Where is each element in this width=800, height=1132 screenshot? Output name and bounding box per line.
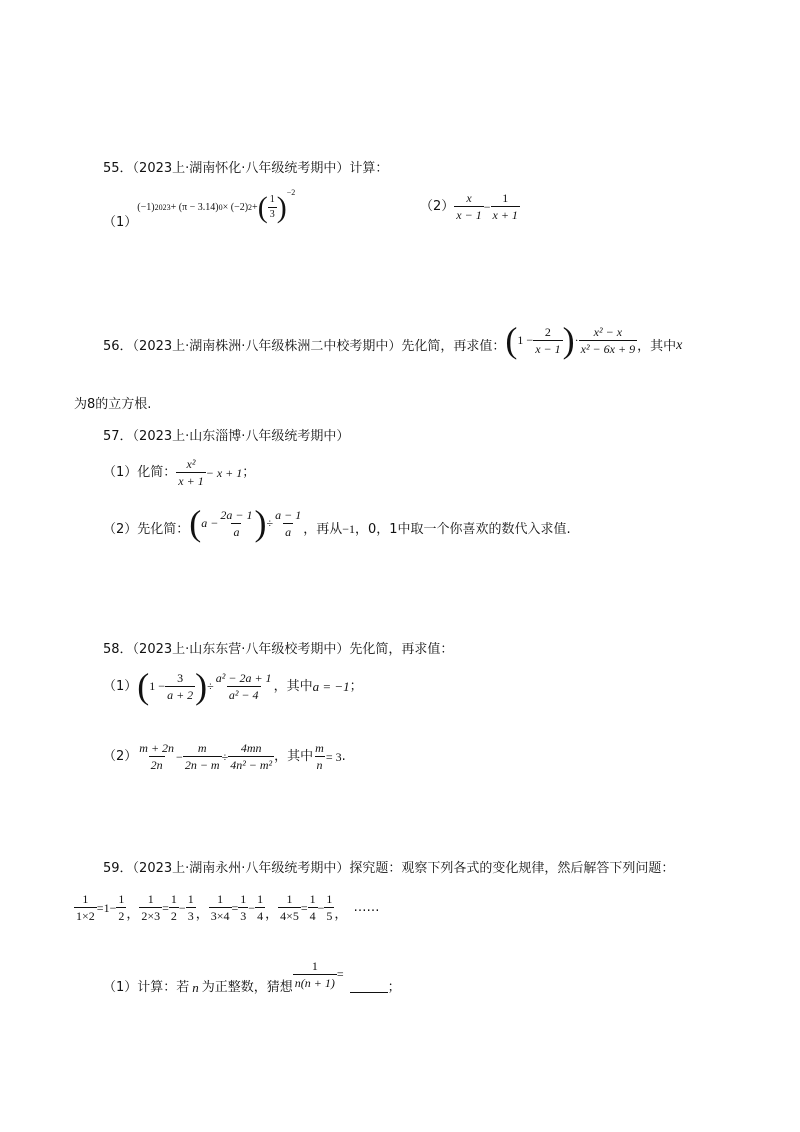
q55-p1-label: （1）: [103, 215, 138, 230]
q59-pattern-item: $\frac{1}{3\times 4}$ = $\frac{1}{3}$ − $\frac{1}{4}$: [210, 892, 264, 923]
q58-header: 58．（2023上·山东东营·八年级校考期中）先化简，再求值：: [103, 642, 454, 657]
q59-ellipsis: ……: [353, 900, 380, 915]
q57-p1-expression: x² x + 1 − x + 1: [178, 457, 243, 488]
q58-p1-expression: ( 1 − $\frac{3}{a + 2}$ ) ÷ $\frac{\text{a² − 2a + 1}}{\text{a² − 4}}$: [137, 666, 272, 706]
q57-p2-value: −1: [342, 522, 355, 536]
q58-p2-end: .: [341, 749, 346, 764]
q58-p1-end: ；: [349, 678, 363, 694]
q57-header: 57．（2023上·山东淄博·八年级统考期中）: [103, 429, 350, 444]
q57-p2-tail: ，再从: [303, 521, 343, 537]
q57-p1-label: （1）化简：: [103, 465, 177, 480]
q59-answer-blank[interactable]: [350, 980, 388, 993]
q58-p2-tail: ，其中: [274, 749, 314, 764]
q58-p1-label: （1）: [103, 678, 138, 694]
q56-line1: [103, 322, 682, 358]
q57-p2-tail-b: ，0，1中取一个你喜欢的数代入求值.: [355, 521, 571, 537]
q55-header: 55．（2023上·湖南怀化·八年级统考期中）计算：: [103, 161, 389, 176]
q59-pattern-item: $\frac{1}{4\times 5}$ = $\frac{1}{4}$ − $\frac{1}{5}$: [280, 892, 333, 923]
q56-line2: 为8的立方根.: [74, 397, 152, 412]
q57-part1: [103, 458, 255, 487]
q55-p2-expression: x x − 1 − $\frac{1}{x + 1}$: [456, 191, 518, 222]
q59-pattern-item: $\frac{1}{2\times 3}$ = $\frac{1}{2}$ − $\frac{1}{3}$: [141, 892, 194, 923]
q59-p1-label: （1）计算：若: [103, 980, 190, 995]
q55-part1: [103, 187, 296, 230]
q58-p1-tail: ，其中: [273, 678, 313, 694]
q58-p2-condition: $\frac{m}{n}$ = 3: [315, 741, 342, 772]
q59-sep: ，: [334, 907, 348, 922]
q57-p2-expression: ( a − $\frac{2a - 1}{a}$ ) ÷ $\frac{a - 1}{a}$: [189, 503, 302, 543]
q59-p1-end: ；: [387, 980, 401, 995]
q58-p2-expression: m + 2n 2n − $\frac{m}{2n - m}$ ÷ $\frac{4mn}{\text{4n² − m²}}$: [139, 741, 273, 772]
q59-header: 59．（2023上·湖南永州·八年级统考期中）探究题：观察下列各式的变化规律，然后解答下列问题：: [103, 861, 675, 876]
q56-header: 56．（2023上·湖南株洲·八年级株洲二中校考期中）先化简，再求值：: [103, 338, 506, 354]
q59-part1: [103, 955, 401, 994]
q59-sep: ，: [195, 907, 209, 922]
q59-sep: ，: [265, 907, 279, 922]
q56-var: x: [676, 338, 683, 353]
q58-part2: [103, 742, 346, 771]
q56-tail: ，其中: [637, 338, 677, 354]
q57-p2-label: （2）先化简：: [103, 521, 190, 537]
q59-pattern-row: [74, 893, 379, 922]
q58-part1: [103, 668, 363, 704]
q55-p1-expression: (−1) 2023 + (π − 3.14) 0 × (−2) 2 + ( 1 3 ) −2: [137, 187, 296, 224]
q59-p1-mid: 为正整数，猜想: [201, 980, 293, 995]
q56-expression: ( 1 − $\frac{2}{x - 1}$ ) · x² − x x² − 6x + 9: [505, 320, 636, 360]
q58-p1-condition: a = −1: [312, 678, 350, 694]
q55-part2: [420, 192, 520, 221]
q57-part2: [103, 505, 571, 541]
q59-p1-var: n: [192, 980, 199, 995]
q59-p1-expression: $\frac{1}{n(n + 1)}$ =: [294, 959, 344, 990]
q57-p1-end: ；: [242, 465, 256, 480]
q58-p2-label: （2）: [103, 749, 138, 764]
q59-pattern-item: $\frac{1}{1\times 2}$ = 1 − $\frac{1}{2}$: [76, 892, 125, 923]
q55-p2-label: （2）: [420, 199, 455, 214]
q59-sep: ，: [126, 907, 140, 922]
